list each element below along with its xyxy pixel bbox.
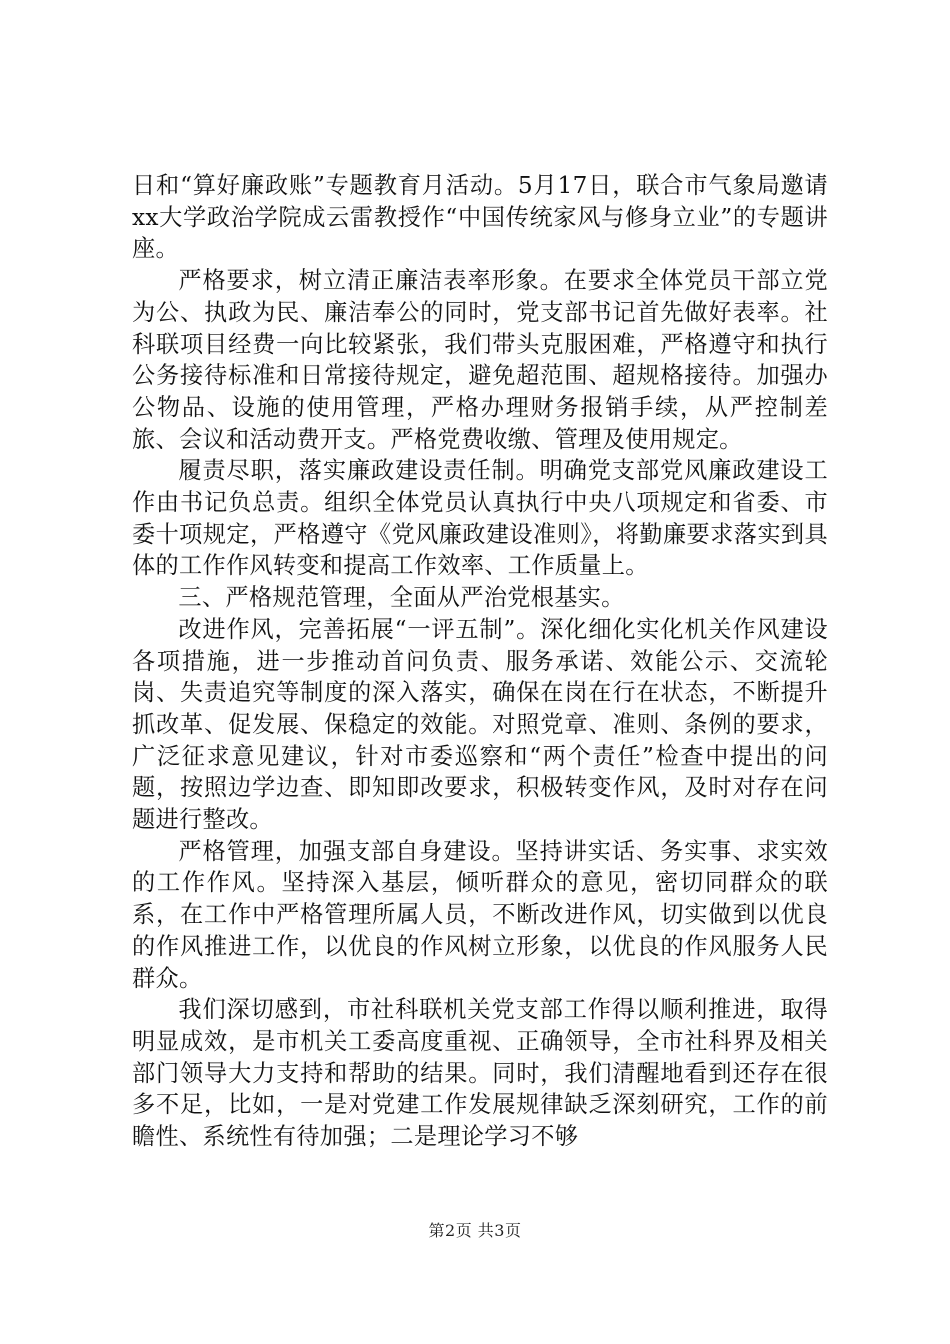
paragraph-2: 严格要求，树立清正廉洁表率形象。在要求全体党员干部立党为公、执政为民、廉洁奉公的同时，党支部书记首先做好表率。社科联项目经费一向比较紧张，我们带头克服困难，严格遵守和执行公务接待标准和日常接待规定，避免超范围、超规格接待。加强办公物品、设施的使用管理，严格办理财务报销手续，从严控制差旅、会议和活动费开支。严格党费收缴、管理及使用规定。 — [132, 267, 828, 453]
paragraph-7: 我们深切感到，市社科联机关党支部工作得以顺利推进，取得明显成效，是市机关工委高度重视、正确领导，全市社科界及相关部门领导大力支持和帮助的结果。同时，我们清醒地看到还存在很多不足，比如，一是对党建工作发展规律缺乏深刻研究，工作的前瞻性、系统性有待加强；二是理论学习不够 — [132, 996, 828, 1151]
paragraph-3: 履责尽职，落实廉政建设责任制。明确党支部党风廉政建设工作由书记负总责。组织全体党员认真执行中央八项规定和省委、市委十项规定，严格遵守《党风廉政建设准则》，将勤廉要求落实到具体的工作作风转变和提高工作效率、工作质量上。 — [132, 457, 828, 580]
paragraph-5: 改进作风，完善拓展“一评五制”。深化细化实化机关作风建设各项措施，进一步推动首问负责、服务承诺、效能公示、交流轮岗、失责追究等制度的深入落实，确保在岗在行在状态，不断提升抓改革、促发展、保稳定的效能。对照党章、准则、条例的要求，广泛征求意见建议，针对市委巡察和“两个责任”检查中提出的问题，按照边学边查、即知即改要求，积极转变作风，及时对存在问题进行整改。 — [132, 615, 828, 834]
paragraph-6: 严格管理，加强支部自身建设。坚持讲实话、务实事、求实效的工作作风。坚持深入基层，倾听群众的意见，密切同群众的联系，在工作中严格管理所属人员，不断改进作风，切实做到以优良的作风推进工作，以优良的作风树立形象，以优良的作风服务人民群众。 — [132, 837, 828, 992]
document-body — [132, 170, 828, 1153]
page-number-footer: 第2页 共3页 — [428, 1221, 522, 1240]
section-heading-3: 三、严格规范管理，全面从严治党根基实。 — [178, 584, 625, 612]
paragraph-1: 日和“算好廉政账”专题教育月活动。5月17日，联合市气象局邀请xx大学政治学院成云雷教授作“中国传统家风与修身立业”的专题讲座。 — [132, 172, 828, 263]
